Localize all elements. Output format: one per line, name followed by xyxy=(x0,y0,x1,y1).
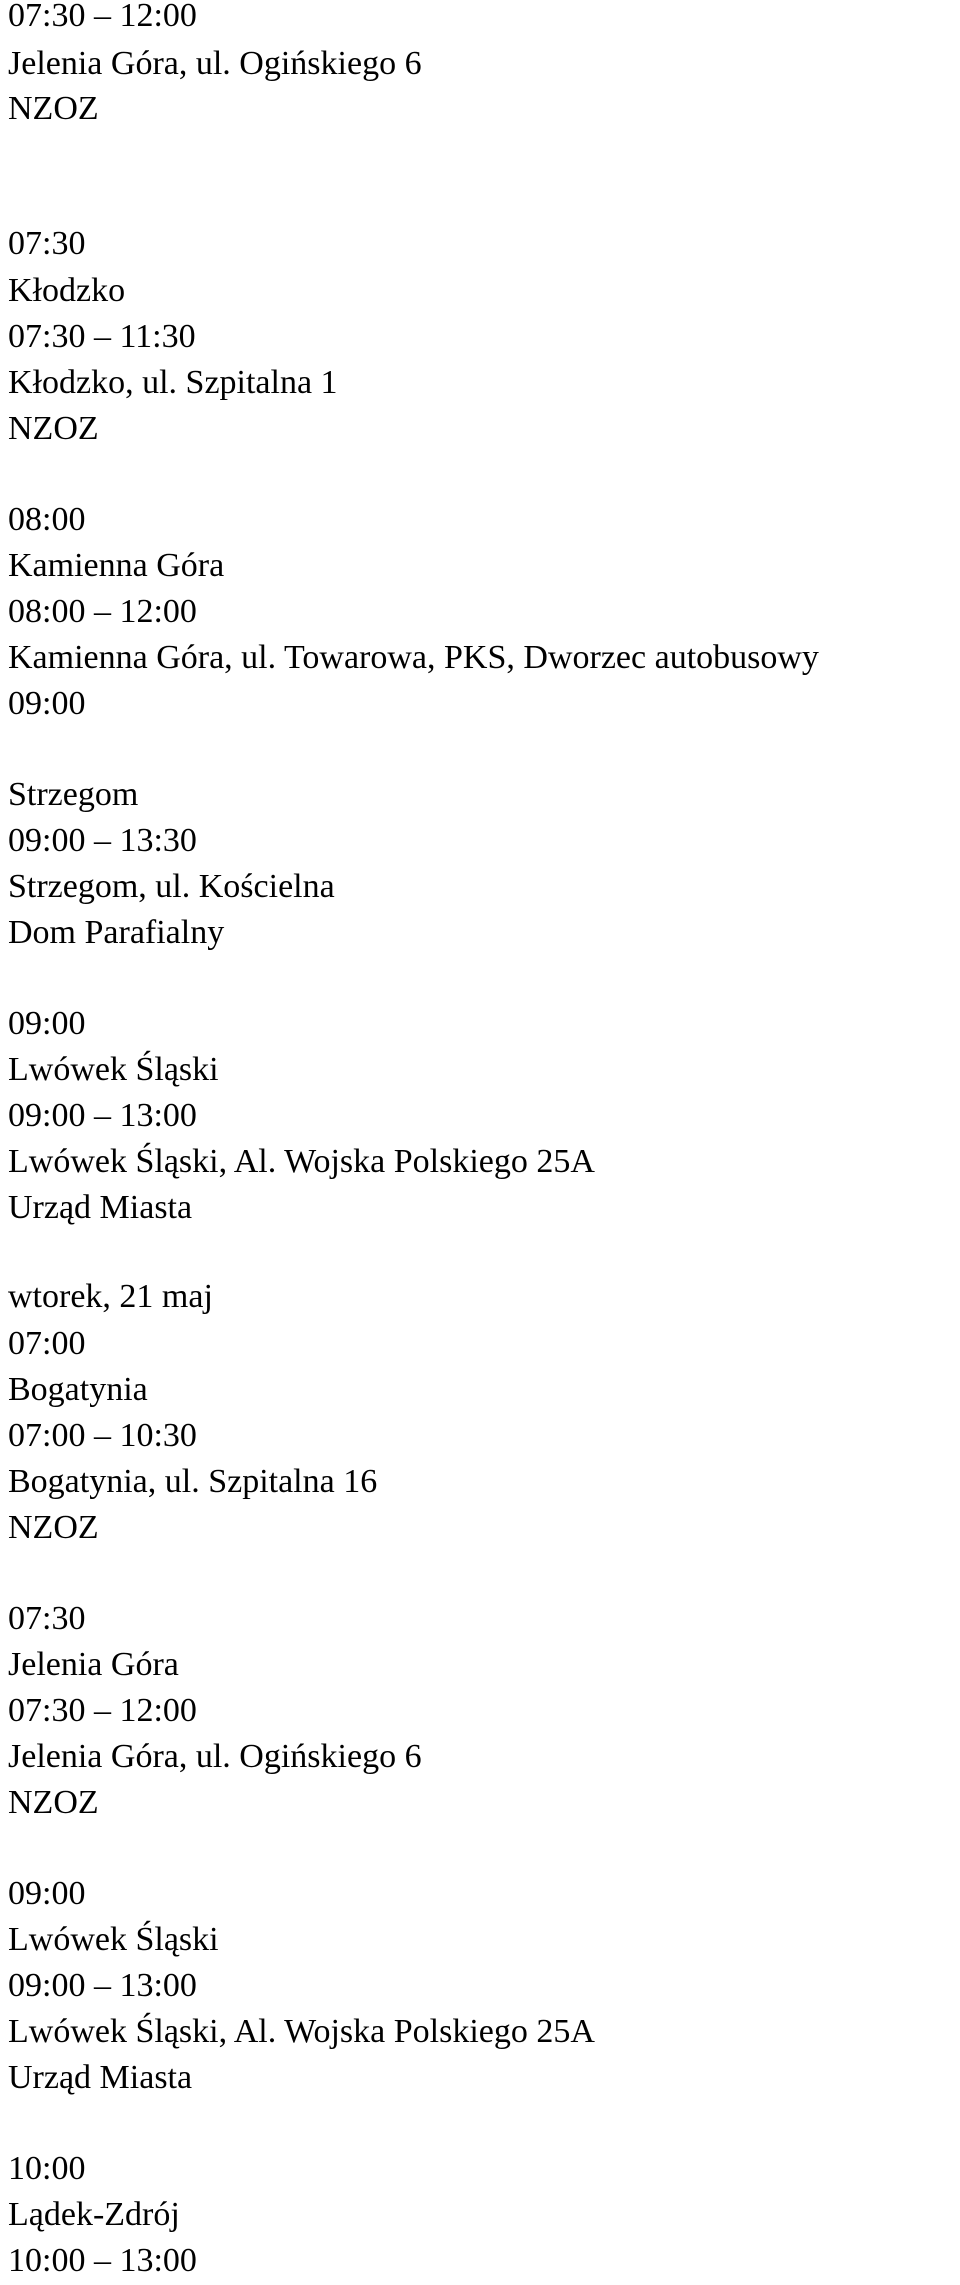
venue: Urząd Miasta xyxy=(8,2059,193,2096)
time-range: 07:30 – 12:00 xyxy=(8,1692,197,1729)
venue: NZOZ xyxy=(8,1509,99,1546)
town: Lwówek Śląski xyxy=(8,1051,219,1088)
start-time: 07:00 xyxy=(8,1325,86,1362)
start-time: 08:00 xyxy=(8,501,86,538)
town: Strzegom xyxy=(8,776,139,813)
time-range: 08:00 – 12:00 xyxy=(8,593,197,630)
town: Lwówek Śląski xyxy=(8,1921,219,1958)
time-range: 09:00 – 13:30 xyxy=(8,822,197,859)
venue: NZOZ xyxy=(8,410,99,447)
address: Kłodzko, ul. Szpitalna 1 xyxy=(8,364,338,401)
address: Kamienna Góra, ul. Towarowa, PKS, Dworzec autobusowy xyxy=(8,639,819,676)
town: Kłodzko xyxy=(8,272,126,309)
start-time: 10:00 xyxy=(8,2150,86,2187)
start-time: 09:00 xyxy=(8,685,86,722)
venue: Urząd Miasta xyxy=(8,1189,193,1226)
day-heading: wtorek, 21 maj xyxy=(8,1278,213,1315)
start-time: 07:30 xyxy=(8,1600,86,1637)
time-range: 09:00 – 13:00 xyxy=(8,1097,197,1134)
time-range: 09:00 – 13:00 xyxy=(8,1967,197,2004)
time-range: 10:00 – 13:00 xyxy=(8,2242,197,2279)
address: Strzegom, ul. Kościelna xyxy=(8,868,335,905)
venue: NZOZ xyxy=(8,1784,99,1821)
town: Lądek-Zdrój xyxy=(8,2196,180,2233)
town: Kamienna Góra xyxy=(8,547,225,584)
start-time: 07:30 xyxy=(8,225,86,262)
venue: NZOZ xyxy=(8,90,99,127)
address: Bogatynia, ul. Szpitalna 16 xyxy=(8,1463,378,1500)
address: Jelenia Góra, ul. Ogińskiego 6 xyxy=(8,1738,422,1775)
time-range: 07:00 – 10:30 xyxy=(8,1417,197,1454)
address: Lwówek Śląski, Al. Wojska Polskiego 25A xyxy=(8,2013,595,2050)
town: Bogatynia xyxy=(8,1371,148,1408)
time-range: 07:30 – 12:00 xyxy=(8,0,197,34)
time-range: 07:30 – 11:30 xyxy=(8,318,196,355)
town: Jelenia Góra xyxy=(8,1646,179,1683)
venue: Dom Parafialny xyxy=(8,914,225,951)
start-time: 09:00 xyxy=(8,1875,86,1912)
start-time: 09:00 xyxy=(8,1005,86,1042)
address: Jelenia Góra, ul. Ogińskiego 6 xyxy=(8,45,422,82)
address: Lwówek Śląski, Al. Wojska Polskiego 25A xyxy=(8,1143,595,1180)
